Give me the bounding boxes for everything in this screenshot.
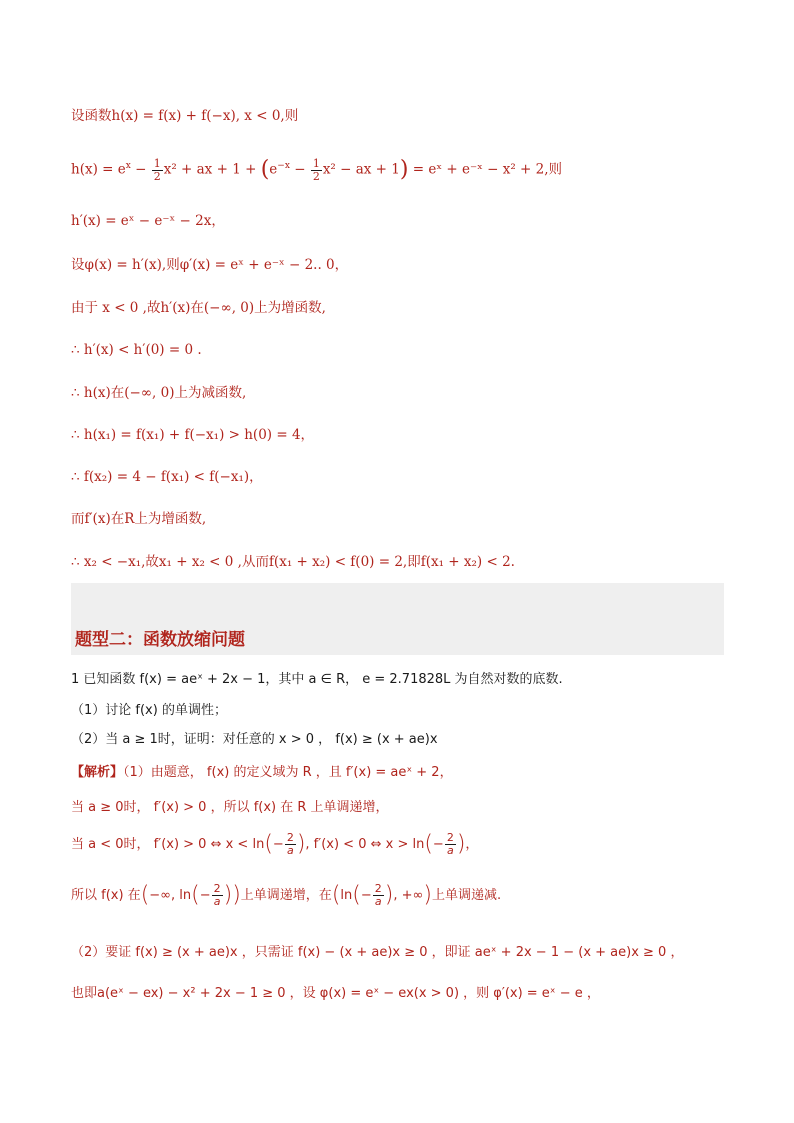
- line-8: ∴ h(x₁) = f(x₁) + f(−x₁) > h(0) = 4，: [71, 427, 315, 443]
- h-def-part-2: −: [130, 161, 151, 178]
- problem-line-1: 1 已知函数 f(x) = aeˣ + 2x − 1，其中 a ∈ R， e = 2.71828L 为自然对数的底数.: [71, 672, 563, 687]
- line-11: ∴ x₂ < −x₁,故x₁ + x₂ < 0 ,从而f(x₁ + x₂) < f(0) = 2,即f(x₁ + x₂) < 2.: [71, 554, 515, 570]
- solution-line-5: （2）要证 f(x) ≥ (x + ae)x ，只需证 f(x) − (x + ae)x ≥ 0 ，即证 aeˣ + 2x − 1 − (x + ae)x ≥ 0 ，: [71, 945, 684, 960]
- case-neg-a-part-2: , f′(x) < 0 ⇔ x > ln: [305, 837, 425, 852]
- section-title: 题型二：函数放缩问题: [75, 630, 245, 650]
- left-paren: (: [424, 831, 433, 857]
- left-paren: (: [264, 831, 273, 857]
- h-def-part-1: h(x) = e: [71, 161, 126, 178]
- minus-sign: −: [272, 837, 284, 852]
- line-7: ∴ h(x)在(−∞, 0)上为减函数,: [71, 385, 247, 401]
- fraction-den: a: [213, 895, 221, 908]
- fraction-den: a: [374, 895, 382, 908]
- problem-line-2: （1）讨论 f(x) 的单调性；: [71, 703, 227, 718]
- fraction-half-2: [311, 158, 322, 183]
- left-paren: (: [331, 882, 341, 908]
- line-6: ∴ h′(x) < h′(0) = 0 .: [71, 342, 202, 358]
- solution-line-2: 当 a ≥ 0时， f′(x) > 0 ，所以 f(x) 在 R 上单调递增，: [71, 800, 389, 815]
- h-def-part-5: −: [289, 161, 310, 178]
- right-paren: ): [399, 157, 409, 182]
- solution-text-1: （1）由题意， f(x) 的定义域为 R ，且 f′(x) = aeˣ + 2，: [123, 765, 453, 780]
- right-paren: ): [423, 882, 432, 908]
- exp-x: x: [125, 161, 131, 171]
- line-4: 设φ(x) = h′(x),则φ′(x) = eˣ + e⁻ˣ − 2.. 0，: [71, 257, 349, 273]
- minus-sign: −: [199, 888, 211, 903]
- fraction-two-over-a: [285, 832, 296, 857]
- monotone-part-4: ln: [340, 888, 353, 903]
- fraction-num: 1: [153, 156, 161, 170]
- solution-line-3: [71, 832, 734, 857]
- fraction-half: [152, 158, 163, 183]
- left-paren: (: [260, 157, 270, 182]
- h-def-part-3: x² + ax + 1 +: [163, 161, 261, 178]
- left-paren: (: [140, 882, 150, 908]
- minus-sign: −: [432, 837, 444, 852]
- right-paren: ): [384, 882, 394, 908]
- problem-line-3: （2）当 a ≥ 1时，证明：对任意的 x > 0 ， f(x) ≥ (x + ae)x: [71, 732, 438, 747]
- right-paren: ): [296, 831, 306, 857]
- fraction-den: a: [446, 844, 454, 857]
- fraction-den: 2: [312, 169, 320, 183]
- monotone-part-5: , +∞: [393, 888, 424, 903]
- monotone-part-3: 上单调递增，在: [240, 888, 332, 903]
- h-def-part-6: x² − ax + 1: [322, 161, 400, 178]
- fraction-num: 2: [213, 882, 221, 895]
- monotone-part-2: −∞, ln: [149, 888, 192, 903]
- line-5: 由于 x < 0 ,故h′(x)在(−∞, 0)上为增函数,: [71, 300, 326, 316]
- monotone-part-6: 上单调递减.: [431, 888, 502, 903]
- line-3: h′(x) = eˣ − e⁻ˣ − 2x，: [71, 213, 225, 229]
- fraction-den: a: [286, 844, 294, 857]
- left-paren: (: [191, 882, 200, 908]
- case-neg-a-part-3: ，: [465, 837, 479, 852]
- line-10: 而f′(x)在R上为增函数,: [71, 511, 207, 527]
- fraction-num: 2: [446, 831, 454, 844]
- fraction-two-over-a: [212, 883, 223, 908]
- solution-line-4: [71, 883, 734, 908]
- exp-neg-x: −x: [277, 161, 290, 171]
- left-paren: (: [352, 882, 361, 908]
- fraction-den: 2: [153, 169, 161, 183]
- fraction-num: 2: [374, 882, 382, 895]
- right-paren: ): [456, 831, 466, 857]
- fraction-num: 1: [312, 156, 320, 170]
- fraction-two-over-a: [445, 832, 456, 857]
- h-def-part-4: e: [269, 161, 278, 178]
- monotone-part-1: 所以 f(x) 在: [71, 888, 141, 903]
- fraction-two-over-a: [373, 883, 384, 908]
- line-2: [71, 156, 734, 183]
- solution-line-1: [71, 763, 734, 783]
- line-9: ∴ f(x₂) = 4 − f(x₁) < f(−x₁)，: [71, 469, 263, 485]
- solution-line-6: 也即a(eˣ − ex) − x² + 2x − 1 ≥ 0 ，设 φ(x) = eˣ − ex(x > 0) ，则 φ′(x) = eˣ − e ，: [71, 986, 600, 1001]
- section-band: [71, 583, 724, 655]
- right-paren: )): [223, 882, 241, 908]
- h-def-part-7: = eˣ + e⁻ˣ − x² + 2,则: [408, 161, 563, 178]
- analysis-tag: 【解析】: [71, 765, 124, 780]
- minus-sign: −: [360, 888, 372, 903]
- fraction-num: 2: [286, 831, 294, 844]
- case-neg-a-part-1: 当 a < 0时， f′(x) > 0 ⇔ x < ln: [71, 837, 265, 852]
- line-1: 设函数h(x) = f(x) + f(−x), x < 0,则: [71, 108, 299, 124]
